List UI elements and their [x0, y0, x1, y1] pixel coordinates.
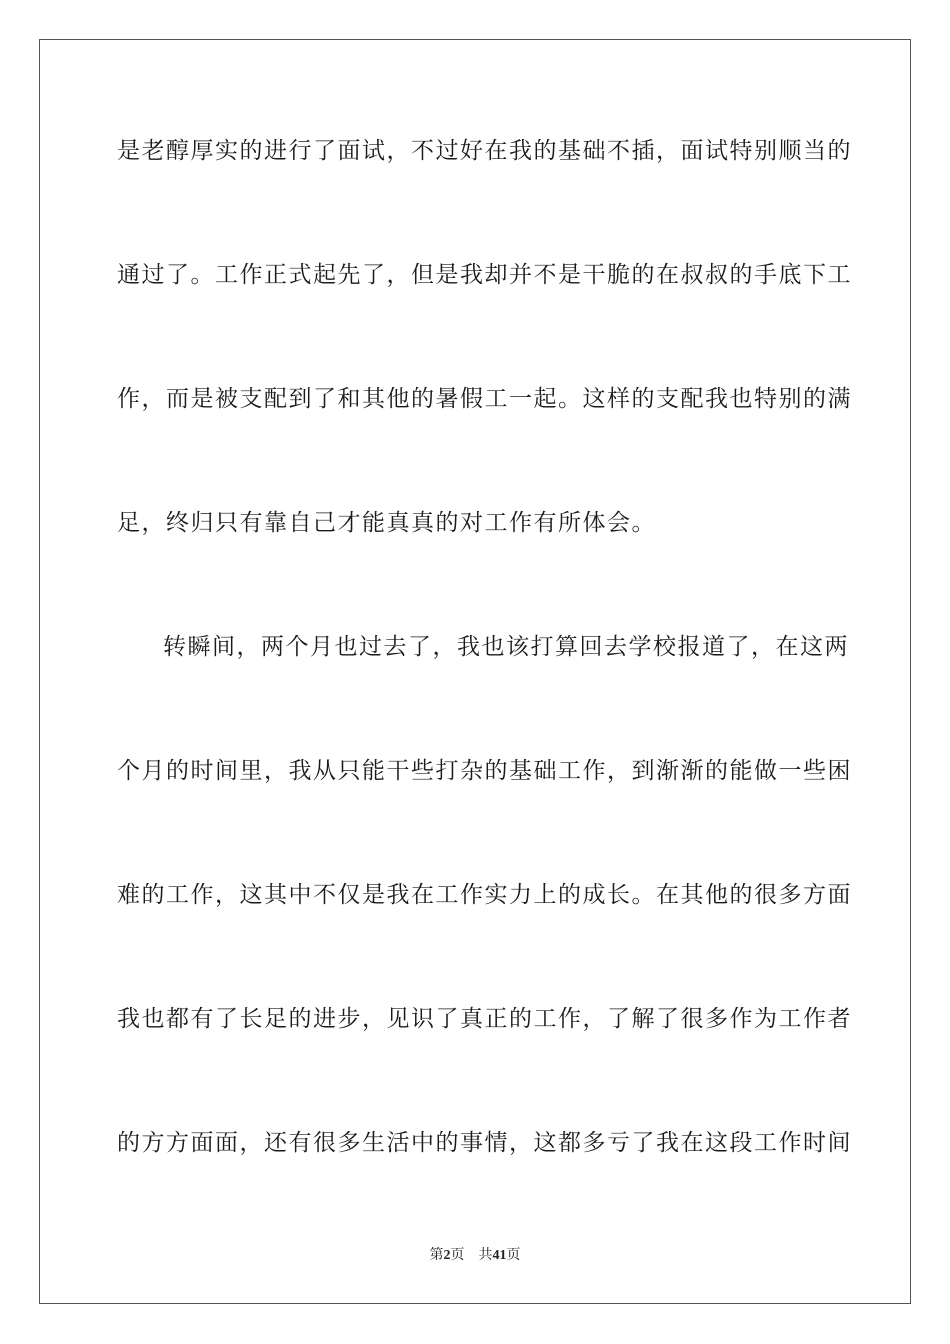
text-line-9: 的方方面面，还有很多生活中的事情，这都多亏了我在这段工作时间: [117, 1130, 852, 1156]
text-line-4: 足，终归只有靠自己才能真真的对工作有所体会。: [117, 510, 656, 536]
text-line-2: 通过了。工作正式起先了，但是我却并不是干脆的在叔叔的手底下工: [117, 262, 852, 288]
text-line-1: 是老醇厚实的进行了面试，不过好在我的基础不插，面试特别顺当的: [117, 138, 852, 164]
total-pages: 41: [492, 1248, 507, 1263]
page-suffix: 页: [450, 1248, 465, 1263]
page-prefix: 第: [429, 1248, 444, 1263]
text-line-7: 难的工作，这其中不仅是我在工作实力上的成长。在其他的很多方面: [117, 882, 852, 908]
total-suffix: 页: [506, 1248, 521, 1263]
text-line-5: 转瞬间，两个月也过去了，我也该打算回去学校报道了，在这两: [163, 634, 849, 660]
page-footer: [0, 1247, 950, 1265]
total-prefix: 共: [478, 1248, 493, 1263]
text-line-8: 我也都有了长足的进步，见识了真正的工作，了解了很多作为工作者: [117, 1006, 852, 1032]
page-border: [39, 39, 911, 1304]
page-number: 2: [443, 1248, 451, 1263]
text-line-6: 个月的时间里，我从只能干些打杂的基础工作，到渐渐的能做一些困: [117, 758, 852, 784]
text-line-3: 作，而是被支配到了和其他的暑假工一起。这样的支配我也特别的满: [117, 386, 852, 412]
